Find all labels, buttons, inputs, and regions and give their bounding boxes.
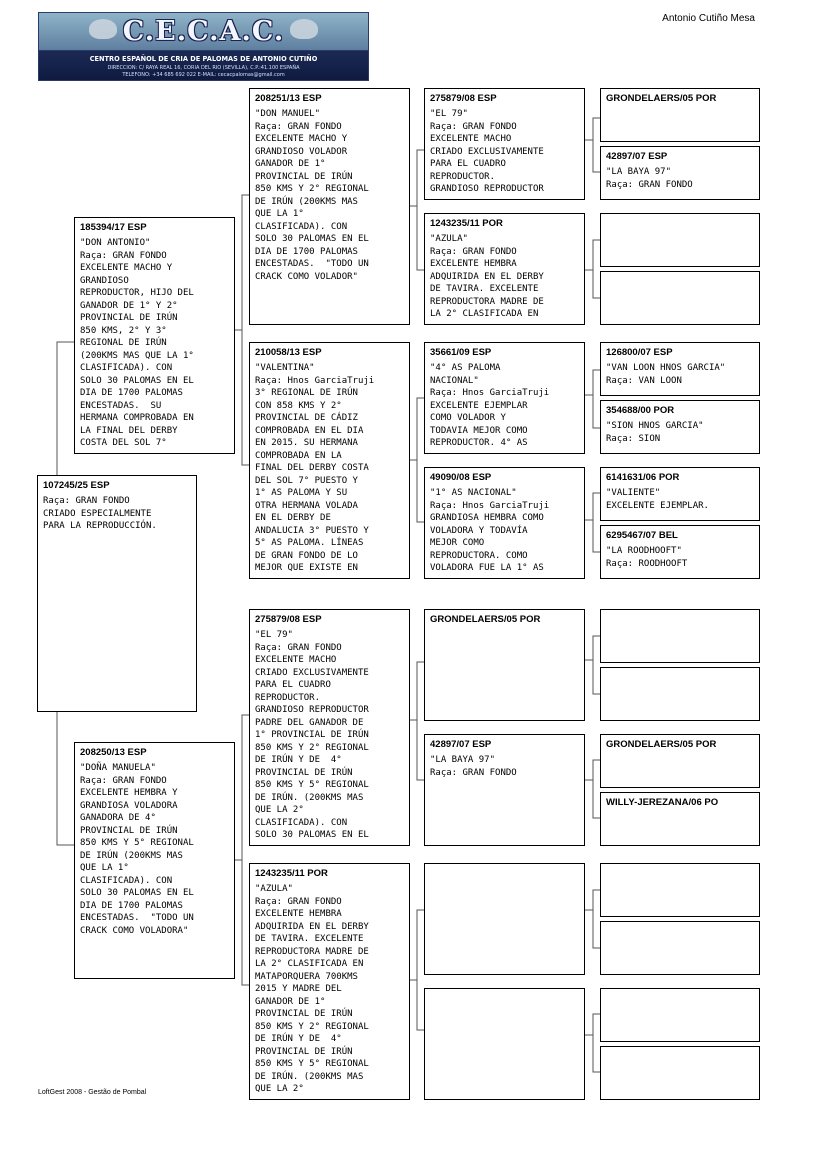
ring-number: 35661/09 ESP [430,347,492,358]
ring-number: 354688/00 POR [606,405,675,416]
pedigree-box-sire[interactable] [74,217,235,454]
logo-address: DIRECCION: C/ RAYA REAL 16, CORIA DEL RIO (SEVILLA), C.P.:41.100 ESPAÑA [107,65,300,71]
ring-number: 1243235/11 POR [430,218,503,229]
pedigree-box-sire-sire[interactable] [249,88,410,325]
pigeon-notes: "LA BAYA 97" Raça: GRAN FONDO [606,167,693,190]
pedigree-box-dss[interactable] [424,609,585,721]
pedigree-box-dds[interactable] [424,863,585,975]
pedigree-box-dddd[interactable] [600,1046,760,1100]
ring-number: 275879/08 ESP [430,93,497,104]
ring-number: 208250/13 ESP [80,747,147,758]
pedigree-box-dsss[interactable] [600,609,760,663]
pigeon-notes: "DON MANUEL" Raça: GRAN FONDO EXCELENTE MACHO Y GRANDIOSO VOLADOR GANADOR DE 1° PROVINCIAL DE IRÚN 850 KMS Y 2° REGIONAL DE IRÚN (200KMS MAS QUE LA 1° CLASIFICADA). CON SOLO 30 PALOMAS EN EL DIA DE 1700 PALOMAS ENCESTADAS. "TODO UN CRACK COMO VOLADOR" [255,109,369,282]
pedigree-box-sddd[interactable] [600,525,760,579]
pedigree-box-dsds[interactable] [600,734,760,788]
pedigree-box-sdss[interactable] [600,342,760,396]
ring-number: GRONDELAERS/05 POR [606,739,717,750]
pedigree-box-ssdd[interactable] [600,271,760,325]
ring-number: 210058/13 ESP [255,347,322,358]
pedigree-box-sdds[interactable] [600,467,760,521]
footer-software: LoftGest 2008 - Gestão de Pombal [38,1089,147,1096]
pedigree-box-dsd[interactable] [424,734,585,846]
ring-number: WILLY-JEREZANA/06 PO [606,797,719,808]
pedigree-box-ddd[interactable] [424,988,585,1100]
pedigree-box-subject[interactable] [37,475,197,712]
ring-number: 126800/07 ESP [606,347,673,358]
pedigree-box-dam-sire[interactable] [249,609,410,846]
pedigree-box-sds[interactable] [424,342,585,454]
pedigree-box-ddsd[interactable] [600,921,760,975]
ring-number: 1243235/11 POR [255,868,328,879]
ring-number: 185394/17 ESP [80,222,147,233]
pigeon-notes: "EL 79" Raça: GRAN FONDO EXCELENTE MACHO CRIADO EXCLUSIVAMENTE PARA EL CUADRO REPRODUCTOR. GRANDIOSO REPRODUCTOR PADRE DEL GANADOR DE 1° PROVINCIAL DE IRÚN 850 KMS Y 2° REGIONAL DE IRÚN Y DE 4° PROVINCIAL DE IRÚN 850 KMS Y 5° REGIONAL DE IRÚN. (200KMS MAS QUE LA 2° CLASIFICADA). CON SOLO 30 PALOMAS EN EL [255,630,369,840]
pedigree-box-ddds[interactable] [600,988,760,1042]
pedigree-box-sssd[interactable] [600,146,760,200]
pedigree-box-ssss[interactable] [600,88,760,142]
pedigree-box-dsdd[interactable] [600,792,760,846]
pigeon-notes: "LA BAYA 97" Raça: GRAN FONDO [430,755,517,778]
pigeon-notes: "AZULA" Raça: GRAN FONDO EXCELENTE HEMBRA ADQUIRIDA EN EL DERBY DE TAVIRA. EXCELENTE REPRODUCTORA MADRE DE LA 2° CLASIFICADA EN [430,234,544,319]
ring-number: 6141631/06 POR [606,472,680,483]
pigeon-notes: "SION HNOS GARCIA" Raça: SION [606,421,704,444]
pigeon-notes: Raça: GRAN FONDO CRIADO ESPECIALMENTE PARA LA REPRODUCCIÓN. [43,496,157,531]
pedigree-box-sire-dam[interactable] [249,342,410,579]
pigeon-notes: "VALENTINA" Raça: Hnos GarciaTruji 3° REGIONAL DE IRÚN CON 858 KMS Y 2° PROVINCIAL DE CÁDIZ COMPROBADA EN EL DIA EN 2015. SU HERMANA COMPROBADA EN LA FINAL DEL DERBY COSTA DEL SOL 7° PUESTO Y 1° AS PALOMA Y SU OTRA HERMANA VOLADA EN EL DERBY DE ANDALUCIA 3° PUESTO Y 5° AS PALOMA. LÍNEAS DE GRAN FONDO DE LO MEJOR QUE EXISTE EN [255,363,375,573]
pedigree-box-sdsd[interactable] [600,400,760,454]
pigeon-notes: "AZULA" Raça: GRAN FONDO EXCELENTE HEMBRA ADQUIRIDA EN EL DERBY DE TAVIRA. EXCELENTE REPRODUCTORA MADRE DE LA 2° CLASIFICADA EN MATAPORQUERA 700KMS 2015 Y MADRE DEL GANADOR DE 1° PROVINCIAL DE IRÚN 850 KMS Y 2° REGIONAL DE IRÚN Y DE 4° PROVINCIAL DE IRÚN 850 KMS Y 5° REGIONAL DE IRÚN. (200KMS MAS QUE LA 2° [255,884,369,1094]
pigeon-notes: "DON ANTONIO" Raça: GRAN FONDO EXCELENTE MACHO Y GRANDIOSO REPRODUCTOR, HIJO DEL GANADOR DE 1° Y 2° PROVINCIAL DE IRÚN 850 KMS, 2° Y 3° REGIONAL DE IRÚN (200KMS MAS QUE LA 1° CLASIFICADA). CON SOLO 30 PALOMAS EN EL DIA DE 1700 PALOMAS ENCESTADAS. SU HERMANA COMPROBADA EN LA FINAL DEL DERBY COSTA DEL SOL 7° [80,238,194,448]
pigeon-notes: "VAN LOON HNOS GARCIA" Raça: VAN LOON [606,363,726,386]
pedigree-box-ssds[interactable] [600,213,760,267]
ring-number: 49090/08 ESP [430,472,492,483]
pedigree-box-ddss[interactable] [600,863,760,917]
pedigree-box-ssd[interactable] [424,213,585,325]
ring-number: 42897/07 ESP [606,151,668,162]
ring-number: 107245/25 ESP [43,480,110,491]
ring-number: 208251/13 ESP [255,93,322,104]
ring-number: GRONDELAERS/05 POR [606,93,717,104]
pedigree-box-sdd[interactable] [424,467,585,579]
logo-contact: TELEFONO: +34 685 692 022 E-MAIL: cecacpalomas@gmail.com [122,72,285,78]
owner-name: Antonio Cutiño Mesa [662,13,755,24]
ring-number: 42897/07 ESP [430,739,492,750]
logo-title: C.E.C.A.C. [122,16,285,47]
ring-number: GRONDELAERS/05 POR [430,614,541,625]
pigeon-notes: "4° AS PALOMA NACIONAL" Raça: Hnos GarciaTruji EXCELENTE EJEMPLAR COMO VOLADOR Y TODAVIA MEJOR COMO REPRODUCTOR. 4° AS [430,363,550,448]
ring-number: 6295467/07 BEL [606,530,678,541]
pedigree-box-dssd[interactable] [600,667,760,721]
pedigree-box-dam-dam[interactable] [249,863,410,1100]
pedigree-box-dam[interactable] [74,742,235,979]
pigeon-notes: "DOÑA MANUELA" Raça: GRAN FONDO EXCELENTE HEMBRA Y GRANDIOSA VOLADORA GANADORA DE 4° PROVINCIAL DE IRÚN 850 KMS Y 5° REGIONAL DE IRÚN (200KMS MAS QUE LA 1° CLASIFICADA). CON SOLO 30 PALOMAS EN EL DIA DE 1700 PALOMAS ENCESTADAS. "TODO UN CRACK COMO VOLADORA" [80,763,194,936]
pigeon-notes: "VALIENTE" EXCELENTE EJEMPLAR. [606,488,709,511]
pigeon-notes: "1° AS NACIONAL" Raça: Hnos GarciaTruji GRANDIOSA HEMBRA COMO VOLADORA Y TODAVÍA MEJOR COMO REPRODUCTORA. COMO VOLADORA FUE LA 1° AS [430,488,550,573]
pigeon-notes: "EL 79" Raça: GRAN FONDO EXCELENTE MACHO CRIADO EXCLUSIVAMENTE PARA EL CUADRO REPRODUCTOR. GRANDIOSO REPRODUCTOR [430,109,544,194]
pedigree-box-sss[interactable] [424,88,585,200]
pigeon-notes: "LA ROODHOOFT" Raça: ROODHOOFT [606,546,688,569]
ring-number: 275879/08 ESP [255,614,322,625]
logo-subtitle: CENTRO ESPAÑOL DE CRIA DE PALOMAS DE ANTONIO CUTIÑO [89,55,318,63]
